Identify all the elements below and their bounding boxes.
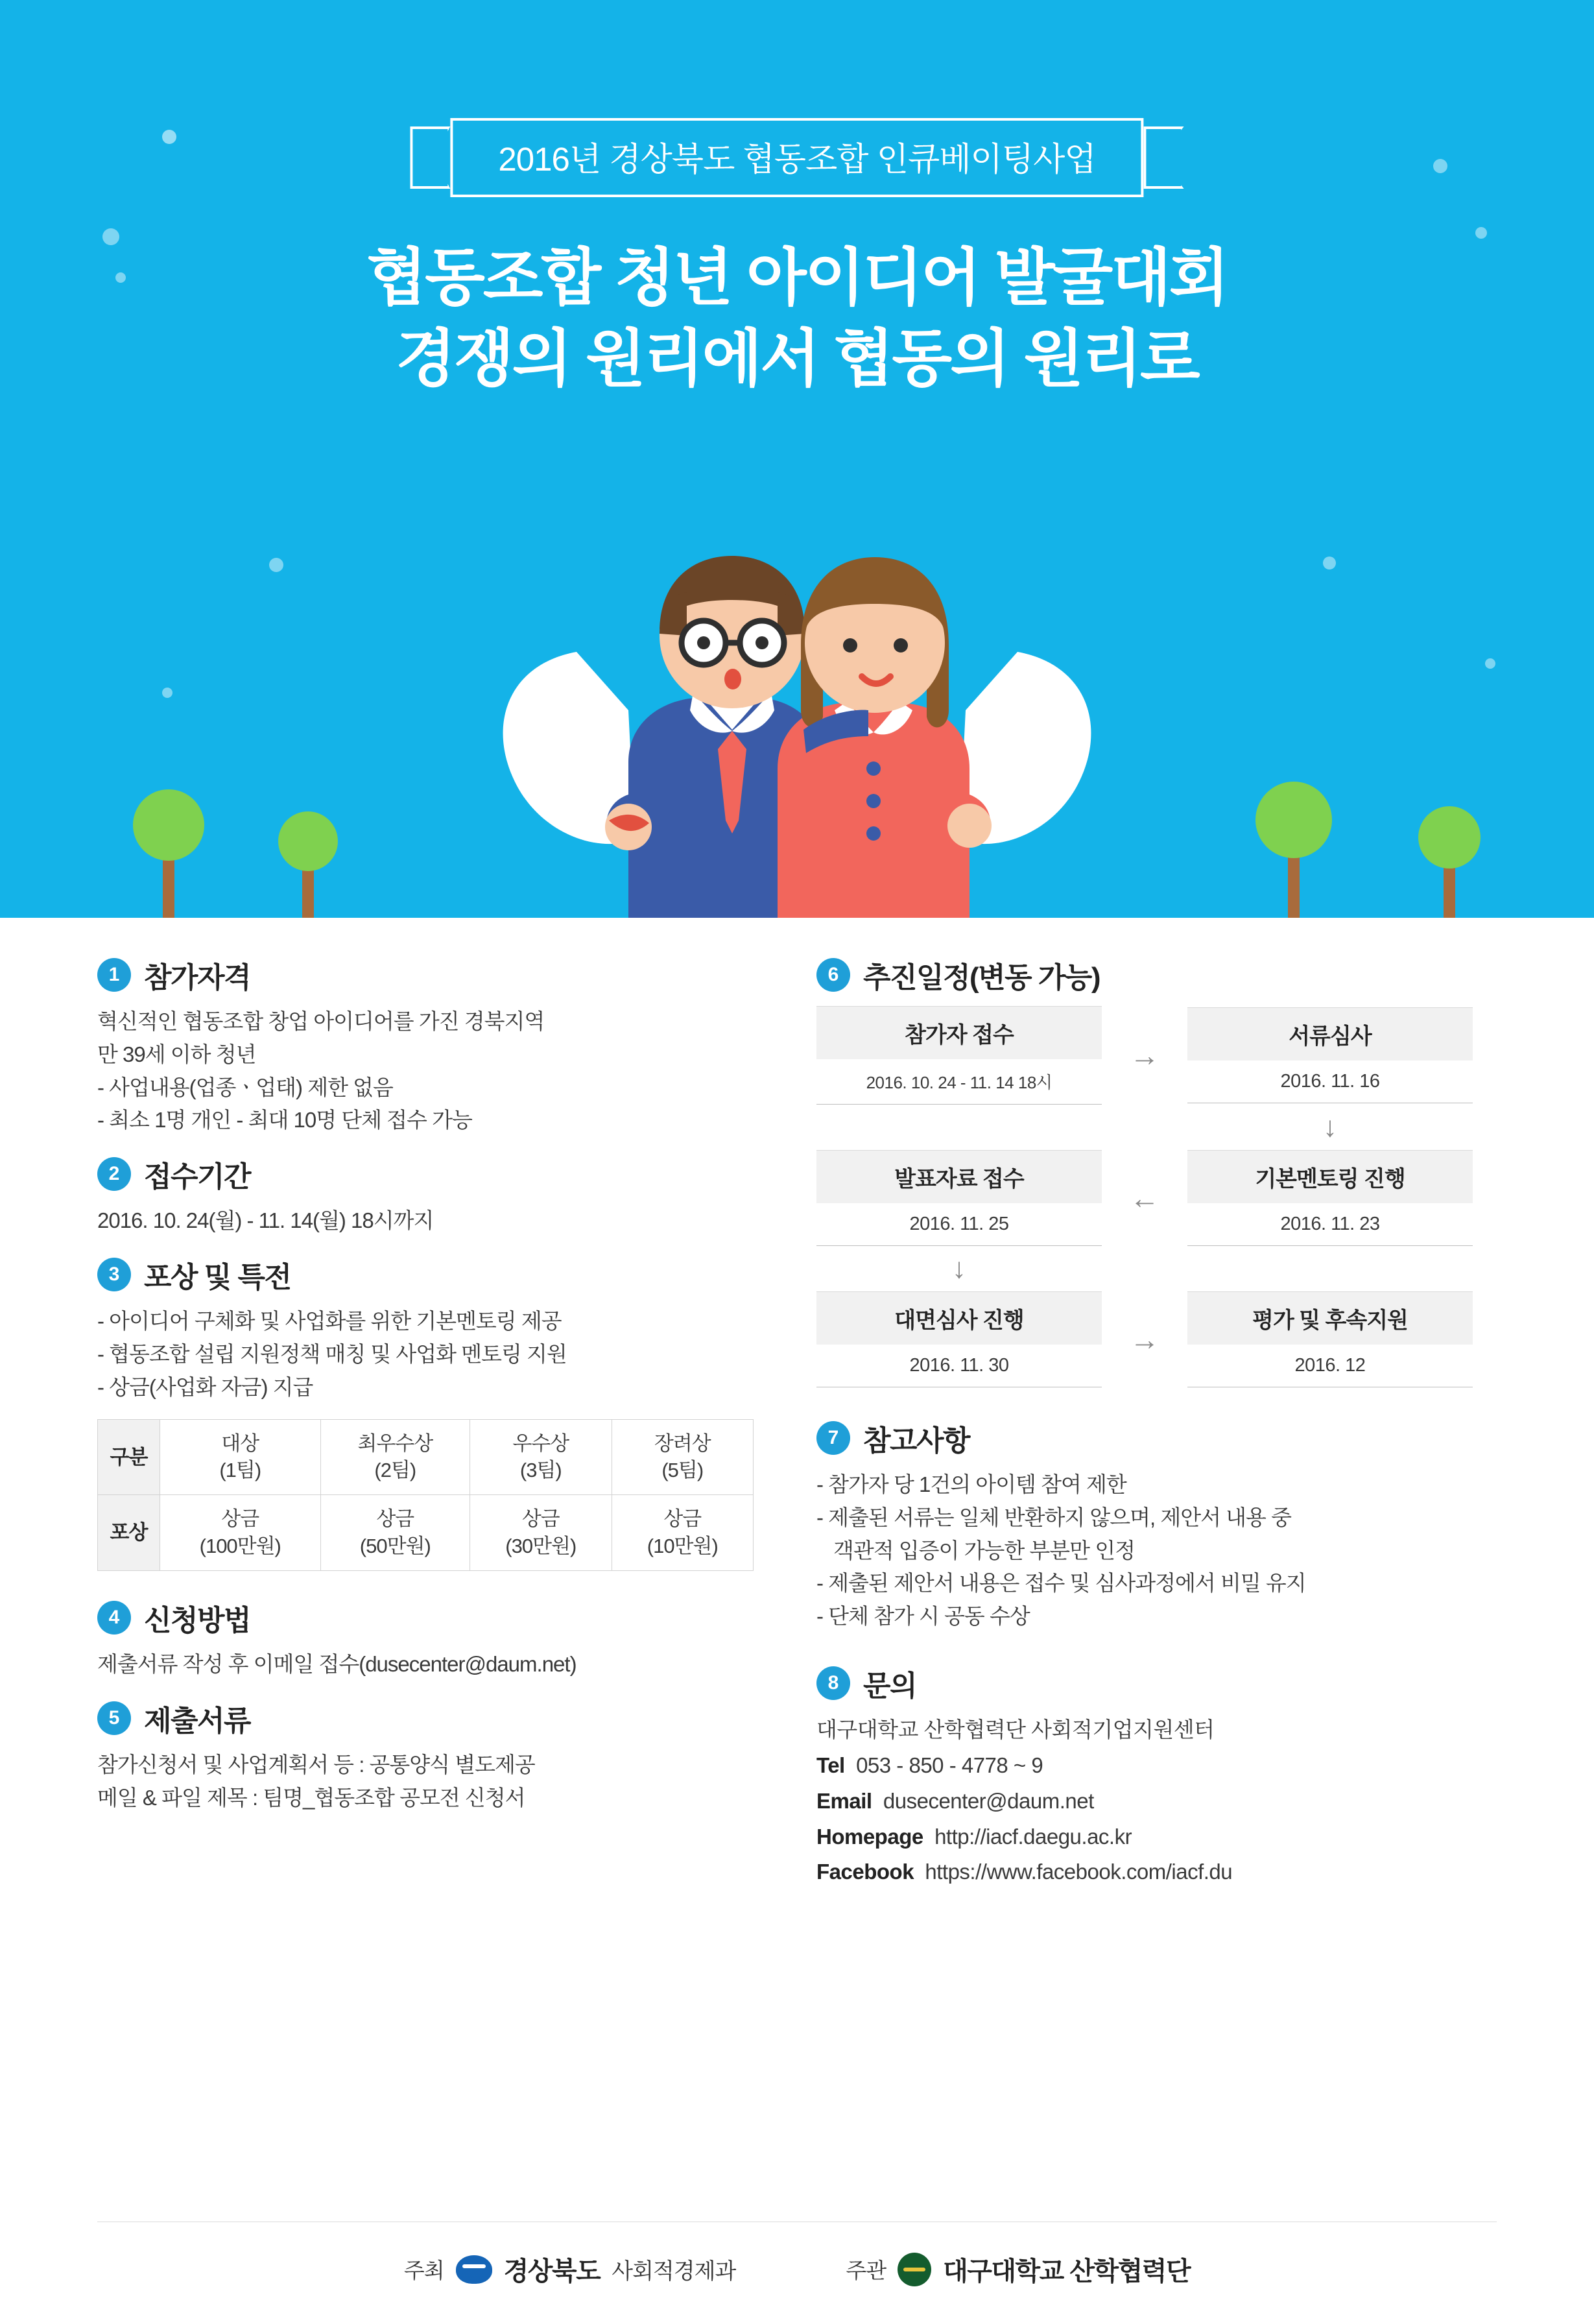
text-line: - 제출된 제안서 내용은 접수 및 심사과정에서 비밀 유지 (816, 1571, 1306, 1596)
text-line: 객관적 입증이 가능한 부분만 인정 (833, 1538, 1135, 1563)
arrow-down-icon: ↓ (952, 1252, 966, 1284)
section-number: 2 (97, 1157, 131, 1191)
contact-label: Tel (816, 1753, 845, 1777)
tree-icon (1252, 788, 1336, 918)
right-column (816, 954, 1497, 1905)
section-title: 추진일정(변동 가능) (863, 962, 1100, 994)
contact-organization: 대구대학교 산학협력단 사회적기업지원센터 (816, 1718, 1215, 1742)
tree-icon (130, 795, 208, 918)
award-name: 장려상 (654, 1432, 711, 1455)
arrow-left-icon: ← (1130, 1181, 1160, 1215)
contact-homepage[interactable] (816, 1821, 1497, 1853)
arrow-right-icon: → (1130, 1038, 1160, 1072)
hero-title-line2: 경쟁의 원리에서 협동의 원리로 (396, 324, 1198, 394)
row-header (98, 1419, 160, 1495)
schedule-step (1187, 1007, 1473, 1103)
table-cell (612, 1495, 753, 1571)
section-header (97, 1697, 778, 1739)
ribbon-tail-right-icon (1144, 126, 1184, 189)
contact-label: Homepage (816, 1824, 923, 1849)
contact-facebook[interactable] (816, 1856, 1497, 1888)
schedule-step (1187, 1150, 1473, 1246)
step-date: 2016. 11. 23 (1187, 1203, 1473, 1246)
schedule-arrow-row (816, 1246, 1473, 1291)
step-label: 기본멘토링 진행 (1187, 1150, 1473, 1203)
text-line: - 제출된 서류는 일체 반환하지 않으며, 제안서 내용 중 (816, 1505, 1291, 1529)
decorative-dot (269, 558, 283, 572)
prize-amount: (100만원) (199, 1535, 281, 1558)
decorative-dot (1475, 227, 1487, 239)
table-row (98, 1419, 754, 1495)
section-title: 참고사항 (863, 1425, 970, 1457)
table-cell (470, 1495, 612, 1571)
contact-value[interactable]: https://www.facebook.com/iacf.du (925, 1860, 1233, 1884)
contact-value[interactable]: http://iacf.daegu.ac.kr (934, 1824, 1132, 1849)
contact-tel (816, 1750, 1497, 1782)
schedule-step (816, 1291, 1102, 1387)
award-teams: (1팀) (219, 1459, 261, 1482)
prize-label: 상금 (221, 1507, 259, 1531)
organizer-name: 대구대학교 산학협력단 (943, 2257, 1191, 2286)
section-number: 1 (97, 958, 131, 992)
schedule-step (816, 1006, 1102, 1105)
schedule-row (816, 1006, 1473, 1105)
poster-details (0, 918, 1594, 1905)
prize-table (97, 1419, 754, 1571)
section-body (816, 1469, 1497, 1633)
contact-email[interactable] (816, 1786, 1497, 1817)
arrow-spacer (816, 1105, 1102, 1150)
step-label: 대면심사 진행 (816, 1291, 1102, 1345)
schedule-flow (816, 1006, 1473, 1387)
schedule-row (816, 1150, 1473, 1246)
section-how-to-apply (97, 1597, 778, 1681)
schedule-step (816, 1150, 1102, 1246)
table-cell (470, 1419, 612, 1495)
step-date: 2016. 12 (1187, 1345, 1473, 1387)
text-line: - 아이디어 구체화 및 사업화를 위한 기본멘토링 제공 (97, 1309, 562, 1334)
text-line: - 협동조합 설립 지원정책 매칭 및 사업화 멘토링 지원 (97, 1341, 567, 1366)
contact-label: Email (816, 1788, 872, 1813)
tree-icon (1414, 809, 1485, 918)
daegu-university-logo-icon (898, 2253, 931, 2286)
text-line: 메일 & 파일 제목 : 팀명_협동조합 공모전 신청서 (97, 1785, 525, 1810)
section-prizes (97, 1254, 778, 1571)
decorative-dot (1485, 658, 1495, 669)
row-header-text: 포상 (110, 1521, 148, 1544)
host-organization (404, 2251, 735, 2288)
section-header (97, 1597, 778, 1638)
schedule-step (1187, 1291, 1473, 1387)
section-number: 6 (816, 958, 850, 992)
section-header (816, 1417, 1497, 1459)
organizer-role-label: 주관 (846, 2258, 886, 2282)
hero-title-line1: 협동조합 청년 아이디어 발굴대회 (366, 243, 1228, 313)
section-number: 5 (97, 1701, 131, 1735)
contact-value: 053 - 850 - 4778 ~ 9 (856, 1753, 1043, 1777)
decorative-dot (162, 688, 172, 698)
award-name: 우수상 (512, 1432, 569, 1455)
prize-label: 상금 (376, 1507, 414, 1531)
section-number: 4 (97, 1601, 131, 1635)
hero-ribbon (410, 118, 1184, 197)
step-date: 2016. 11. 25 (816, 1203, 1102, 1246)
table-cell (320, 1419, 470, 1495)
host-department: 사회적경제과 (612, 2259, 736, 2284)
step-label: 참가자 접수 (816, 1006, 1102, 1059)
section-header (97, 954, 778, 996)
text-line: - 상금(사업화 자금) 지급 (97, 1374, 313, 1399)
arrow-spacer (1187, 1246, 1473, 1291)
section-title: 접수기간 (144, 1161, 251, 1193)
schedule-arrow-row (816, 1105, 1473, 1150)
table-row (98, 1495, 754, 1571)
section-application-period (97, 1153, 778, 1237)
schedule-row (816, 1291, 1473, 1387)
award-name: 대상 (221, 1432, 259, 1455)
table-cell (160, 1495, 321, 1571)
organizer-organization (846, 2251, 1190, 2288)
prize-amount: (30만원) (505, 1535, 577, 1558)
table-cell (160, 1419, 321, 1495)
text-line: - 참가자 당 1건의 아이템 참여 제한 (816, 1472, 1126, 1496)
gyeongsangbuk-logo-icon (456, 2255, 492, 2284)
section-body (97, 1205, 778, 1237)
section-body (97, 1649, 778, 1681)
section-title: 참가자격 (144, 962, 251, 994)
text-line: 만 39세 이하 청년 (97, 1042, 256, 1066)
text-line: 혁신적인 협동조합 창업 아이디어를 가진 경북지역 (97, 1009, 545, 1033)
hero-ribbon-text: 2016년 경상북도 협동조합 인큐베이팅사업 (450, 118, 1143, 197)
award-teams: (3팀) (519, 1459, 562, 1482)
ribbon-tail-left-icon (410, 126, 450, 189)
text-line: - 최소 1명 개인 - 최대 10명 단체 접수 가능 (97, 1108, 472, 1132)
section-title: 문의 (863, 1670, 917, 1703)
row-header (98, 1495, 160, 1571)
arrow-spacer (1102, 1246, 1187, 1291)
text-line: - 사업내용(업종ㆍ업태) 제한 없음 (97, 1075, 393, 1099)
arrow-spacer (1102, 1105, 1187, 1150)
section-notes (816, 1417, 1497, 1633)
section-header (97, 1153, 778, 1195)
section-schedule (816, 954, 1497, 1387)
section-documents (97, 1697, 778, 1814)
section-number: 7 (816, 1421, 850, 1455)
section-header (816, 1662, 1497, 1704)
step-label: 발표자료 접수 (816, 1150, 1102, 1203)
award-teams: (2팀) (374, 1459, 416, 1482)
hero-title (0, 240, 1594, 397)
award-teams: (5팀) (661, 1459, 704, 1482)
decorative-dot (1433, 159, 1447, 173)
step-date: 2016. 11. 16 (1187, 1060, 1473, 1103)
text-line: 제출서류 작성 후 이메일 접수(dusecenter@daum.net) (97, 1652, 577, 1676)
prize-label: 상금 (521, 1507, 560, 1531)
decorative-dot (1323, 557, 1336, 569)
section-body (97, 1006, 778, 1136)
text-line: 2016. 10. 24(월) - 11. 14(월) 18시까지 (97, 1208, 434, 1233)
section-number: 3 (97, 1258, 131, 1291)
text-line: - 단체 참가 시 공동 수상 (816, 1604, 1030, 1629)
host-role-label: 주최 (403, 2258, 444, 2282)
section-eligibility (97, 954, 778, 1136)
tree-icon (272, 814, 344, 918)
arrow-right-icon: → (1130, 1323, 1160, 1356)
section-title: 신청방법 (144, 1605, 251, 1636)
step-label: 서류심사 (1187, 1007, 1473, 1060)
text-line: 참가신청서 및 사업계획서 등 : 공통양식 별도제공 (97, 1752, 535, 1777)
prize-label: 상금 (663, 1507, 702, 1531)
table-cell (612, 1419, 753, 1495)
prize-amount: (50만원) (359, 1535, 431, 1558)
host-name: 경상북도 (503, 2257, 601, 2286)
award-name: 최우수상 (357, 1432, 433, 1455)
section-body (97, 1306, 778, 1403)
contact-block (816, 1714, 1497, 1888)
section-header (816, 954, 1497, 996)
prize-amount: (10만원) (647, 1535, 718, 1558)
section-body (97, 1749, 778, 1814)
decorative-dot (162, 130, 176, 144)
footer (97, 2222, 1497, 2288)
section-number: 8 (816, 1666, 850, 1700)
section-header (97, 1254, 778, 1295)
arrow-down-icon: ↓ (1323, 1111, 1337, 1143)
section-contact (816, 1662, 1497, 1888)
table-cell (320, 1495, 470, 1571)
step-date: 2016. 11. 30 (816, 1345, 1102, 1387)
step-label: 평가 및 후속지원 (1187, 1291, 1473, 1345)
left-column (97, 954, 778, 1905)
step-date: 2016. 10. 24 - 11. 14 18시 (816, 1059, 1102, 1105)
section-title: 제출서류 (144, 1705, 251, 1737)
row-header-text: 구분 (110, 1445, 148, 1468)
contact-value[interactable]: dusecenter@daum.net (883, 1788, 1094, 1813)
section-title: 포상 및 특전 (144, 1262, 291, 1294)
characters-illustration (414, 516, 1180, 918)
hero-banner (0, 0, 1594, 918)
contact-label: Facebook (816, 1860, 914, 1884)
